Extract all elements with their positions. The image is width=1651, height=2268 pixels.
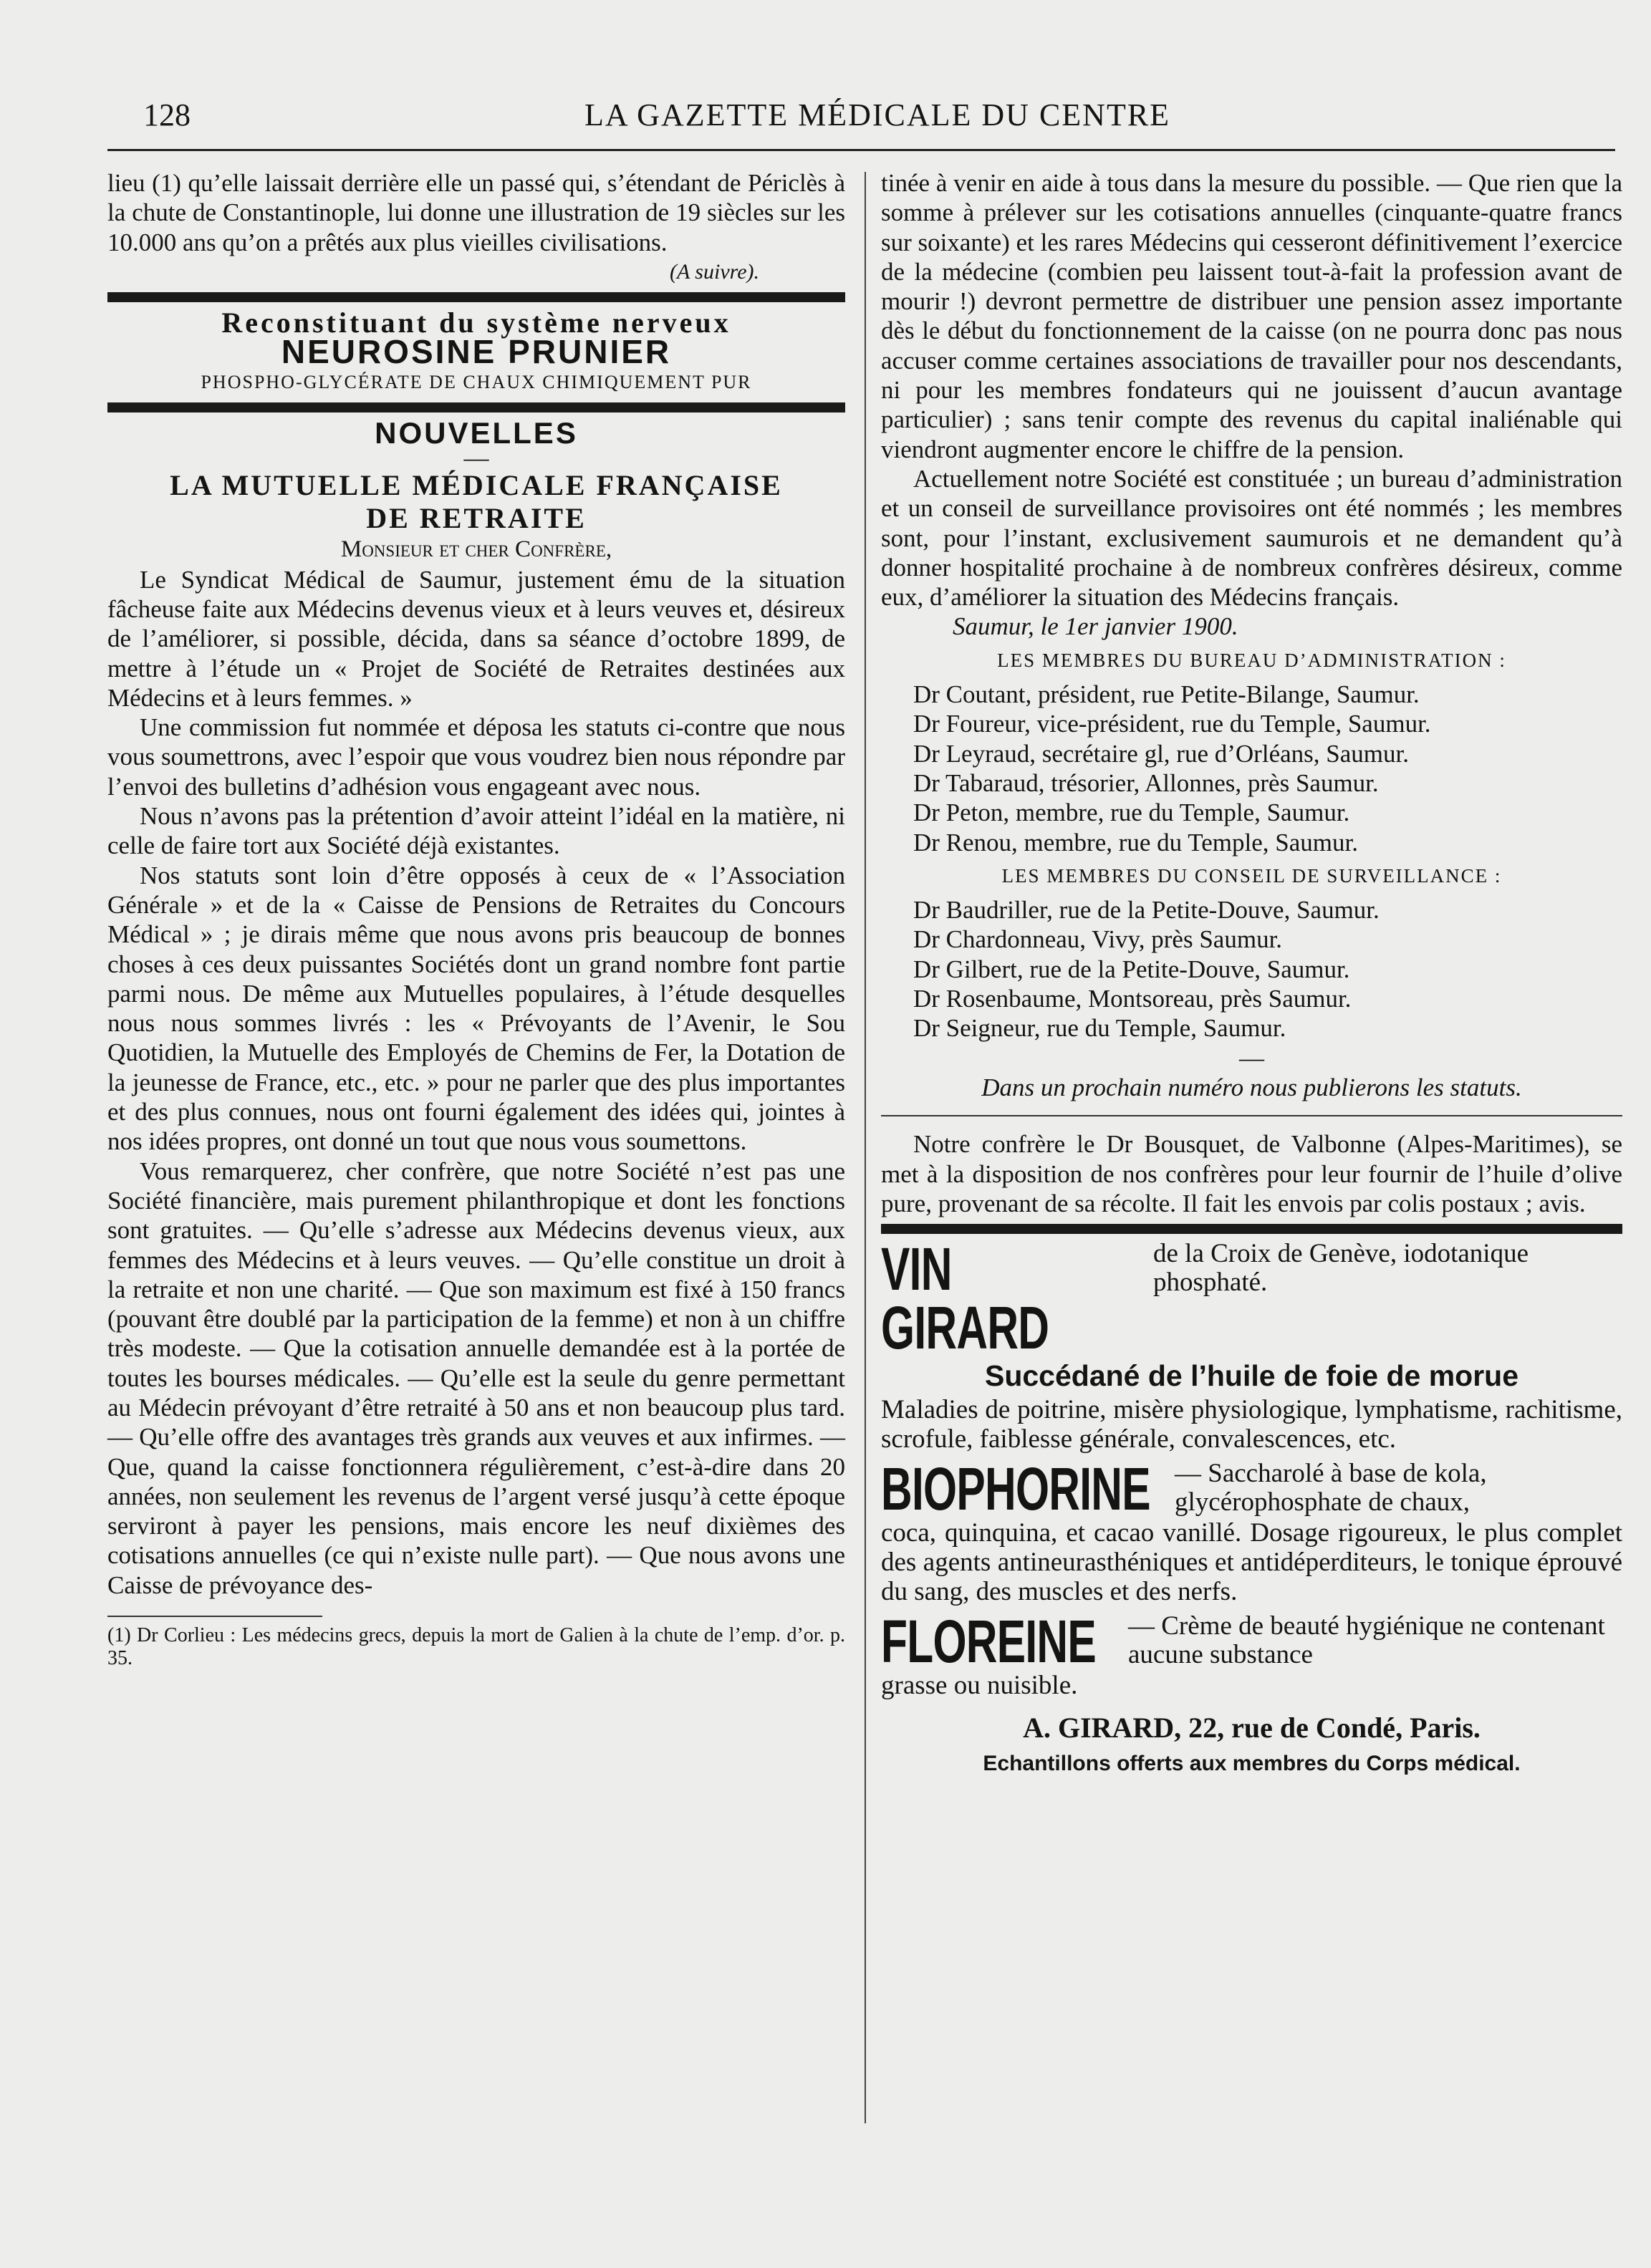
article-title-line: LA MUTUELLE MÉDICALE FRANÇAISE [170,469,783,502]
member-line: Dr Renou, membre, rue du Temple, Saumur. [913,828,1358,856]
member-line: Dr Chardonneau, Vivy, près Saumur. [913,925,1283,954]
article-paragraph: Le Syndicat Médical de Saumur, justement ému de la situation fâcheuse faite aux Médecins devenus vieux et à leurs veuves et, désireux de l’améliorer, si possible, décida, dans sa séance d’octobre 1899, de mettre à l’étude un « Projet de Société de Retraites destinées aux Médecins et à leurs femmes. » [107,565,845,712]
page-number: 128 [143,97,191,132]
ad-neurosine-brand: NEUROSINE PRUNIER [281,333,672,371]
ad-biophorine [881,1455,1622,1607]
bureau-list [881,680,1622,857]
floreine-desc: — Crème de beauté hygiénique ne contenant aucune substance [1128,1611,1605,1670]
article-title [107,469,845,535]
ad-neurosine-tagline: Reconstituant du système nerveux [221,307,731,339]
ad-vin-girard [881,1235,1622,1454]
member-line: Dr Rosenbaume, Montsoreau, près Saumur. [913,985,1352,1013]
vin-girard-brand: VIN GIRARD [881,1235,1049,1362]
member-line: Dr Baudriller, rue de la Petite-Douve, Saumur. [913,896,1380,925]
right-column [881,168,1622,1778]
article-title-line: DE RETRAITE [366,502,587,535]
member-line: Dr Seigneur, rue du Temple, Saumur. [913,1014,1286,1043]
biophorine-text: coca, quinquina, et cacao vanillé. Dosage rigoureux, le plus complet des agents antineurasthéniques et antidéperditeurs, le tonique éprouvé du sang, des muscles et des nerfs. [881,1518,1622,1607]
vin-girard-text: Maladies de poitrine, misère physiologique, lymphatisme, rachitisme, scrofule, faiblesse générale, convalescences, etc. [881,1395,1622,1454]
ad-neurosine [107,308,845,397]
article-paragraph: Vous remarquerez, cher confrère, que notre Société n’est pas une Société financière, mais purement philanthropique et dont les fonctions sont gratuites. — Qu’elle s’adresse aux Médecins devenus vieux, aux femmes des Médecins et à leurs veuves. — Qu’elle constitue un droit à la retraite et non une charité. — Que son maximum est fixé à 150 francs (pouvant être doublé par la participation de la femme) et non à un chiffre très modeste. — Que la cotisation annuelle demandée est à la portée de toutes les bourses médicales. — Qu’elle est la seule du genre permettant au Médecin prévoyant d’être retraité à 50 ans et non beaucoup plus tard. — Qu’elle offre des avantages très grands aux veuves et aux infirmes. — Que, quand la caisse fonctionnera régulièrement, c’est-à-dire dans 20 années, non seulement les revenus de l’argent versé jusqu’à cette époque serviront à payer les pensions, mais encore les neuf dixièmes des cotisations annuelles (ce qui n’existe nulle part). — Que nous avons une Caisse de prévoyance des- [107,1157,845,1599]
article-paragraph: Une commission fut nommée et déposa les statuts ci-contre que nous vous soumettrons, avec l’espoir que vous voudrez bien nous répondre par l’envoi des bulletins d’adhésion vous engageant avec nous. [107,713,845,801]
ads-rule [881,1224,1622,1234]
separator-dash: — [1239,1043,1264,1072]
ad-neurosine-desc: PHOSPHO-GLYCÉRATE DE CHAUX CHIMIQUEMENT PUR [201,371,752,392]
ad-rule-bottom [107,402,845,412]
column-divider [865,172,866,2123]
biophorine-desc: — Saccharolé à base de kola, glycérophosphate de chaux, [1175,1459,1487,1517]
bureau-heading: LES MEMBRES DU BUREAU D’ADMINISTRATION : [997,649,1506,671]
section-title: NOUVELLES [375,416,578,450]
a-suivre: (A suivre). [670,259,759,284]
vin-girard-sub: Succédané de l’huile de foie de morue [984,1359,1519,1393]
member-line: Dr Foureur, vice-président, rue du Temple, Saumur. [913,710,1431,738]
ad-floreine [881,1608,1622,1701]
salutation: Monsieur et cher Confrère, [340,536,612,563]
page-header [143,97,1612,140]
running-title: LA GAZETTE MÉDICALE DU CENTRE [584,97,1171,132]
ad-rule-top [107,292,845,302]
member-line: Dr Peton, membre, rue du Temple, Saumur. [913,798,1350,827]
member-line: Dr Tabaraud, trésorier, Allonnes, près Saumur. [913,768,1379,797]
vin-girard-desc: de la Croix de Genève, iodotanique phosphaté. [1153,1239,1529,1298]
member-line: Dr Gilbert, rue de la Petite-Douve, Saumur. [913,955,1350,983]
header-rule [107,149,1615,151]
floreine-text: grasse ou nuisible. [881,1671,1078,1701]
intro-paragraph: lieu (1) qu’elle laissait derrière elle un passé qui, s’étendant de Périclès à la chute de Constantinople, lui donne une illustration de 19 siècles sur les 10.000 ans qu’on a prêtés aux plus vieilles civilisations. [107,169,845,256]
left-column [107,168,845,1670]
footnote: (1) Dr Corlieu : Les médecins grecs, depuis la mort de Galien à la chute de l’emp. d’or. p. 35. [107,1624,845,1670]
signature-date: Saumur, le 1er janvier 1900. [953,612,1238,641]
bousquet-notice: Notre confrère le Dr Bousquet, de Valbonne (Alpes-Maritimes), se met à la disposition de nos confrères pour leur fournir de l’huile d’olive pure, provenant de sa récolte. Il fait les envois par colis postaux ; avis. [881,1130,1622,1217]
article-paragraph: Nous n’avons pas la prétention d’avoir atteint l’idéal en la matière, ni celle de faire tort aux Société déjà existantes. [107,802,845,860]
next-issue-note: Dans un prochain numéro nous publierons les statuts. [981,1073,1522,1101]
biophorine-brand: BIOPHORINE [881,1455,1150,1523]
section-dash: — [463,444,489,473]
member-line: Dr Coutant, président, rue Petite-Bilange, Saumur. [913,680,1420,709]
article-paragraph: tinée à venir en aide à tous dans la mesure du possible. — Que rien que la somme à prélever sur les cotisations annuelles (cinquante-quatre francs sur soixante) et les rares Médecins qui cesseront définitivement l’exercice de la médecine (combien peu laissent tout-à-fait la profession avant de mourir !) devront permettre de distribuer une pension assez importante dès le début du fonctionnement de la caisse (on ne pourra donc pas nous accuser comme certaines associations de travailler pour nos descendants, ni pour les membres fondateurs qui ne jouissent d’aucun avantage particulier) ; sans tenir compte des revenus du capital inaliénable qui viendront augmenter encore le chiffre de la pension. [881,169,1623,463]
conseil-list [881,895,1622,1043]
girard-address: A. GIRARD, 22, rue de Condé, Paris. [1023,1712,1481,1745]
footnote-rule [107,1616,322,1617]
notice-rule [881,1115,1622,1116]
samples-note: Echantillons offerts aux membres du Corps médical. [983,1751,1521,1775]
member-line: Dr Leyraud, secrétaire gl, rue d’Orléans, Saumur. [913,739,1409,768]
conseil-heading: LES MEMBRES DU CONSEIL DE SURVEILLANCE : [1001,864,1502,887]
floreine-brand: FLOREINE [881,1608,1097,1676]
article-paragraph: Actuellement notre Société est constituée ; un bureau d’administration et un conseil de surveillance provisoires ont été nommés ; les membres sont, pour l’instant, exclusivement saumurois et ne demandent qu’à donner hospitalité prochaine à de nombreux confrères désireux, comme eux, d’améliorer la situation des Médecins français. [881,464,1622,612]
article-paragraph: Nos statuts sont loin d’être opposés à ceux de « l’Association Générale » et de la « Caisse de Pensions de Retraites du Concours Médical » ; je dirais même que nous avons pris beaucoup de bonnes choses à ces deux puissantes Sociétés dont un grand nombre font partie parmi nous. De même aux Mutuelles populaires, à l’étude desquelles nous nous sommes livrés : les « Prévoyants de l’Avenir, le Sou Quotidien, la Mutuelle des Employés de Chemins de Fer, la Dotation de la jeunesse de France, etc., etc. » pour ne parler que des plus importantes et des plus connues, nous ont fourni également des idées qui, jointes à nos idées propres, ont donné un tout que nous vous soumettons. [107,861,845,1156]
